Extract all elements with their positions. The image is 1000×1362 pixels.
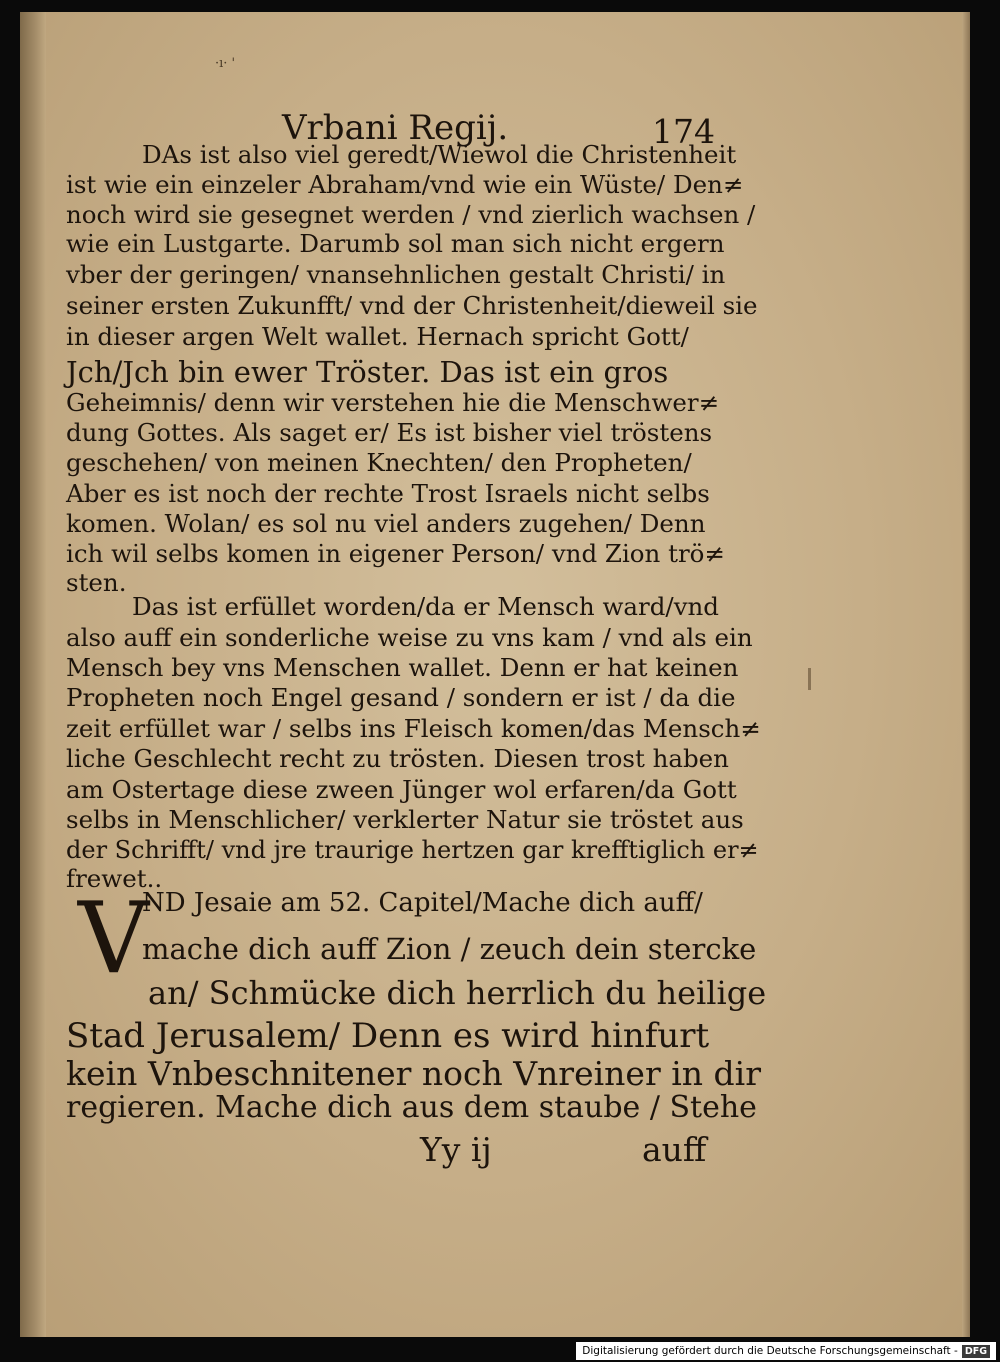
scanned-page	[20, 12, 970, 1337]
text-line: Propheten noch Engel gesand / sondern er ist / da die	[66, 683, 736, 712]
text-line: an/ Schmücke dich herrlich du heilige	[148, 974, 767, 1012]
text-line: dung Gottes. Als saget er/ Es ist bisher viel tröstens	[66, 418, 713, 447]
text-line: liche Geschlecht recht zu trösten. Diesen trost haben	[66, 744, 729, 773]
text-line: ist wie ein einzeler Abraham/vnd wie ein Wüste/ Den≠	[66, 170, 744, 199]
text-line: Aber es ist noch der rechte Trost Israels nicht selbs	[66, 479, 710, 508]
text-line: vber der geringen/ vnansehnlichen gestalt Christi/ in	[66, 260, 726, 289]
margin-mark	[808, 668, 811, 690]
running-header: Vrbani Regij.	[282, 108, 509, 148]
funding-footer	[576, 1342, 996, 1360]
text-line: sten.	[66, 568, 127, 597]
text-line: zeit erfüllet war / selbs ins Fleisch komen/das Mensch≠	[66, 714, 761, 743]
text-line: regieren. Mache dich aus dem staube / Stehe	[66, 1090, 757, 1125]
text-line: geschehen/ von meinen Knechten/ den Propheten/	[66, 448, 692, 477]
page-edge	[962, 12, 970, 1337]
text-line: kein Vnbeschnitener noch Vnreiner in dir	[66, 1054, 761, 1093]
page-number: 174	[652, 112, 715, 151]
text-line: am Ostertage diese zween Jünger wol erfaren/da Gott	[66, 775, 737, 804]
drop-cap: V	[78, 882, 149, 996]
text-line: Geheimnis/ denn wir verstehen hie die Menschwer≠	[66, 388, 720, 417]
text-line: mache dich auff Zion / zeuch dein stercke	[142, 932, 757, 966]
text-line: Stad Jerusalem/ Denn es wird hinfurt	[66, 1016, 710, 1056]
text-line: Jch/Jch bin ewer Tröster. Das ist ein gros	[66, 355, 669, 389]
text-line: ich wil selbs komen in eigener Person/ vnd Zion trö≠	[66, 539, 725, 568]
text-line: Das ist erfüllet worden/da er Mensch ward/vnd	[132, 592, 719, 621]
text-line: frewet..	[66, 864, 163, 893]
text-line: Mensch bey vns Menschen wallet. Denn er hat keinen	[66, 653, 739, 682]
text-line: seiner ersten Zukunfft/ vnd der Christenheit/dieweil sie	[66, 291, 758, 320]
text-line: komen. Wolan/ es sol nu viel anders zugehen/ Denn	[66, 509, 706, 538]
text-line: der Schrifft/ vnd jre traurige hertzen gar krefftiglich er≠	[66, 836, 759, 864]
text-line: DAs ist also viel geredt/Wiewol die Christenheit	[142, 140, 737, 169]
text-line: also auff ein sonderliche weise zu vns kam / vnd als ein	[66, 623, 753, 652]
text-line: ND Jesaie am 52. Capitel/Mache dich auff/	[142, 888, 703, 918]
top-ink-mark: ·ı· '	[215, 56, 236, 71]
page-gutter	[20, 12, 46, 1337]
dfg-logo: DFG	[962, 1345, 990, 1358]
text-line: selbs in Menschlicher/ verklerter Natur sie tröstet aus	[66, 805, 744, 834]
text-line: in dieser argen Welt wallet. Hernach spricht Gott/	[66, 322, 689, 351]
text-line: noch wird sie gesegnet werden / vnd zierlich wachsen /	[66, 200, 756, 229]
text-line: wie ein Lustgarte. Darumb sol man sich nicht ergern	[66, 229, 725, 258]
catchword: auff	[642, 1130, 707, 1169]
footer-text: Digitalisierung gefördert durch die Deutsche Forschungsgemeinschaft -	[582, 1345, 958, 1357]
signature-mark: Yy ij	[420, 1130, 492, 1169]
